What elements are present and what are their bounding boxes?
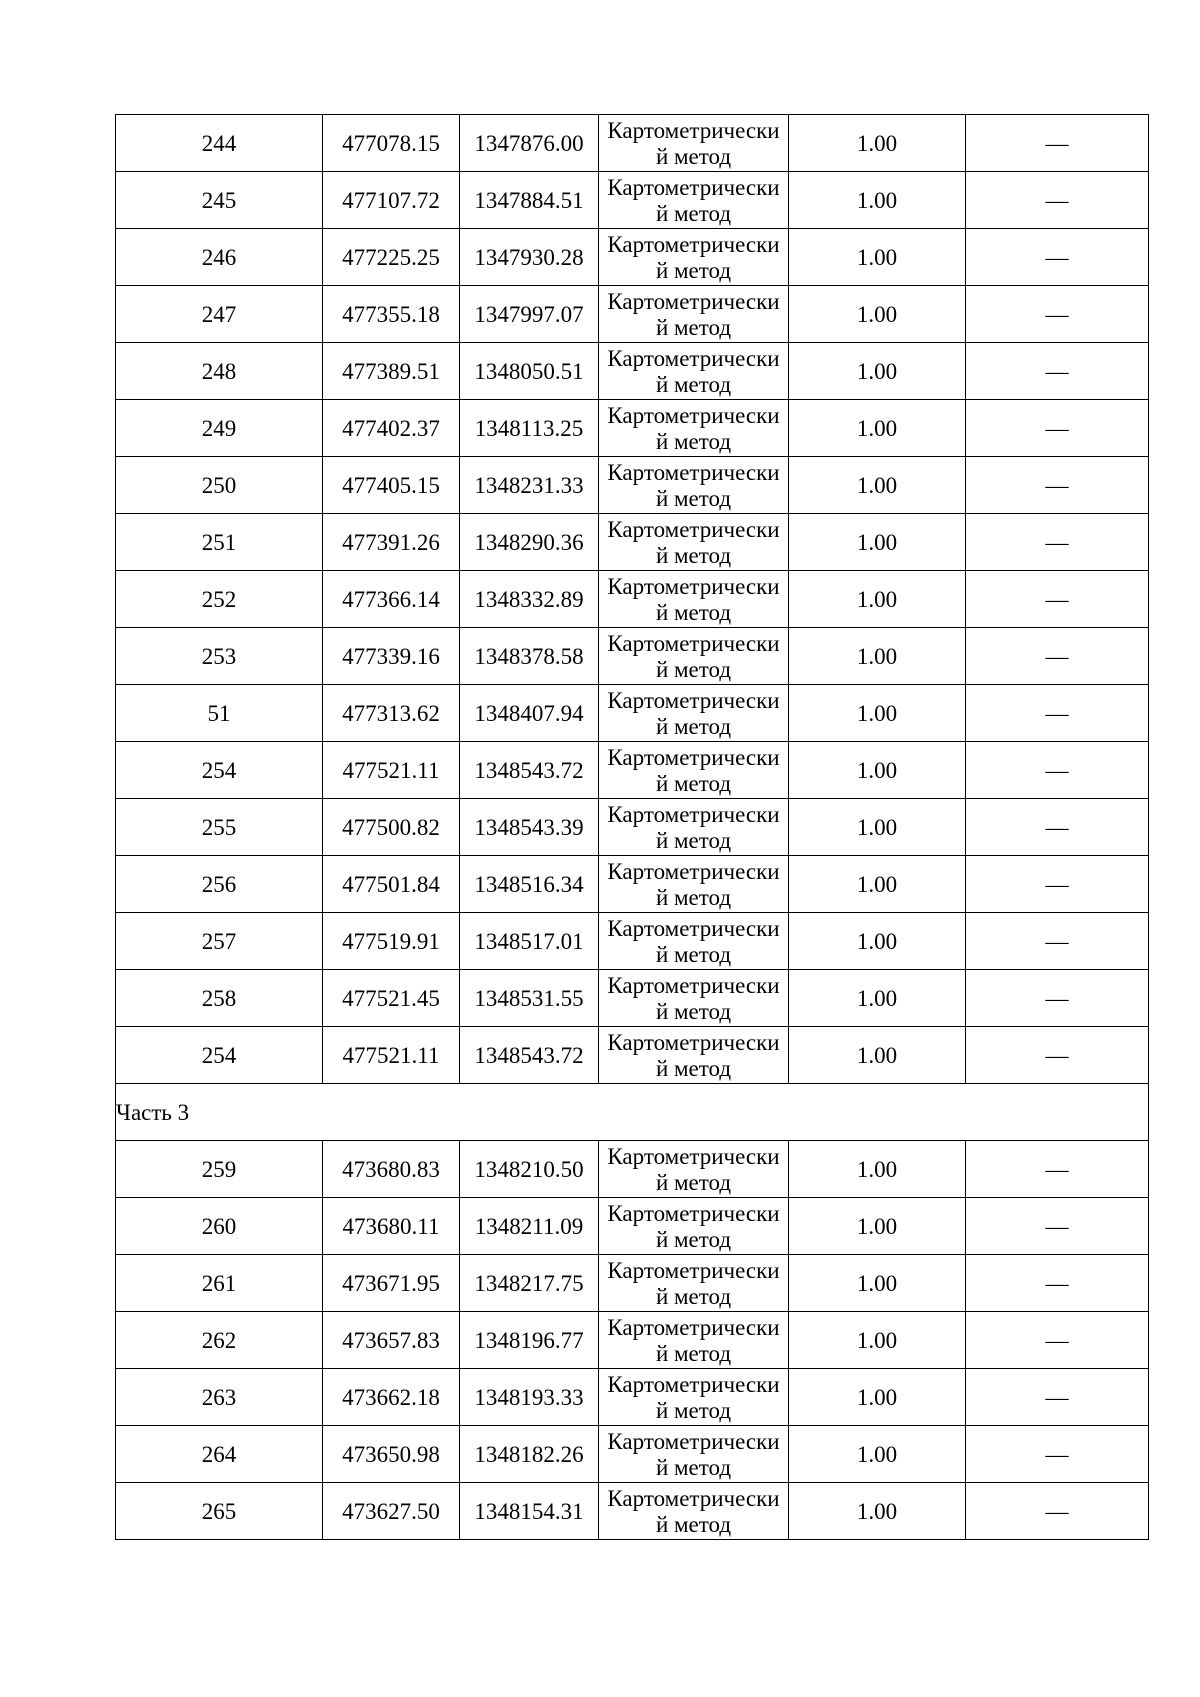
method-text-line-2: й метод	[655, 714, 732, 739]
method-text-line-2: й метод	[655, 201, 732, 226]
x-coordinate-cell: 473650.98	[323, 1426, 460, 1483]
table-row	[116, 172, 1149, 229]
method-cell	[599, 400, 789, 457]
method-text-line-1: Картометрически	[607, 1258, 780, 1283]
method-text-line-1: Картометрически	[607, 1144, 780, 1169]
method-text-line-1: Картометрически	[607, 1429, 780, 1454]
x-coordinate-cell: 477355.18	[323, 286, 460, 343]
point-number-cell: 263	[116, 1369, 323, 1426]
method-text-line-2: й метод	[655, 1284, 732, 1309]
description-cell: —	[966, 1027, 1149, 1084]
y-coordinate-cell: 1348113.25	[460, 400, 599, 457]
description-cell: —	[966, 1198, 1149, 1255]
method-cell	[599, 1312, 789, 1369]
y-coordinate-cell: 1348517.01	[460, 913, 599, 970]
description-cell: —	[966, 286, 1149, 343]
point-number-cell: 260	[116, 1198, 323, 1255]
method-cell	[599, 343, 789, 400]
description-cell: —	[966, 970, 1149, 1027]
description-cell: —	[966, 628, 1149, 685]
table-row	[116, 628, 1149, 685]
x-coordinate-cell: 477389.51	[323, 343, 460, 400]
y-coordinate-cell: 1348516.34	[460, 856, 599, 913]
method-cell	[599, 172, 789, 229]
x-coordinate-cell: 477500.82	[323, 799, 460, 856]
point-number-cell: 248	[116, 343, 323, 400]
method-text-line-2: й метод	[655, 885, 732, 910]
table-row	[116, 571, 1149, 628]
accuracy-cell: 1.00	[789, 286, 966, 343]
x-coordinate-cell: 477521.45	[323, 970, 460, 1027]
method-text-line-2: й метод	[655, 543, 732, 568]
x-coordinate-cell: 477521.11	[323, 742, 460, 799]
method-cell	[599, 229, 789, 286]
method-text-line-1: Картометрически	[607, 346, 780, 371]
point-number-cell: 257	[116, 913, 323, 970]
accuracy-cell: 1.00	[789, 400, 966, 457]
method-text-line-2: й метод	[655, 315, 732, 340]
method-text-line-1: Картометрически	[607, 745, 780, 770]
method-cell	[599, 628, 789, 685]
method-cell	[599, 970, 789, 1027]
accuracy-cell: 1.00	[789, 1483, 966, 1540]
y-coordinate-cell: 1347876.00	[460, 115, 599, 172]
point-number-cell: 262	[116, 1312, 323, 1369]
accuracy-cell: 1.00	[789, 685, 966, 742]
table-row	[116, 514, 1149, 571]
description-cell: —	[966, 229, 1149, 286]
method-text-line-1: Картометрически	[607, 175, 780, 200]
method-text-line-2: й метод	[655, 1455, 732, 1480]
x-coordinate-cell: 477391.26	[323, 514, 460, 571]
table-row	[116, 913, 1149, 970]
description-cell: —	[966, 571, 1149, 628]
accuracy-cell: 1.00	[789, 970, 966, 1027]
table-row	[116, 457, 1149, 514]
method-text-line-2: й метод	[655, 486, 732, 511]
section-row	[116, 1084, 1149, 1141]
method-text-line-2: й метод	[655, 1056, 732, 1081]
x-coordinate-cell: 473680.83	[323, 1141, 460, 1198]
method-text-line-1: Картометрически	[607, 1486, 780, 1511]
coordinates-table	[115, 114, 1149, 1540]
method-cell	[599, 1141, 789, 1198]
method-text-line-1: Картометрически	[607, 460, 780, 485]
y-coordinate-cell: 1348217.75	[460, 1255, 599, 1312]
description-cell: —	[966, 1426, 1149, 1483]
method-text-line-1: Картометрически	[607, 289, 780, 314]
method-text-line-1: Картометрически	[607, 973, 780, 998]
method-text-line-2: й метод	[655, 771, 732, 796]
method-text-line-2: й метод	[655, 258, 732, 283]
y-coordinate-cell: 1348050.51	[460, 343, 599, 400]
description-cell: —	[966, 799, 1149, 856]
x-coordinate-cell: 477313.62	[323, 685, 460, 742]
accuracy-cell: 1.00	[789, 1141, 966, 1198]
method-cell	[599, 799, 789, 856]
description-cell: —	[966, 115, 1149, 172]
table-row	[116, 1141, 1149, 1198]
y-coordinate-cell: 1347997.07	[460, 286, 599, 343]
method-text-line-1: Картометрически	[607, 859, 780, 884]
method-cell	[599, 856, 789, 913]
description-cell: —	[966, 400, 1149, 457]
method-text-line-2: й метод	[655, 1170, 732, 1195]
accuracy-cell: 1.00	[789, 1255, 966, 1312]
accuracy-cell: 1.00	[789, 343, 966, 400]
method-text-line-1: Картометрически	[607, 1201, 780, 1226]
point-number-cell: 265	[116, 1483, 323, 1540]
table-row	[116, 1483, 1149, 1540]
x-coordinate-cell: 477501.84	[323, 856, 460, 913]
accuracy-cell: 1.00	[789, 1198, 966, 1255]
y-coordinate-cell: 1348193.33	[460, 1369, 599, 1426]
y-coordinate-cell: 1347930.28	[460, 229, 599, 286]
accuracy-cell: 1.00	[789, 742, 966, 799]
point-number-cell: 256	[116, 856, 323, 913]
method-text-line-1: Картометрически	[607, 403, 780, 428]
description-cell: —	[966, 742, 1149, 799]
y-coordinate-cell: 1348378.58	[460, 628, 599, 685]
table-row	[116, 1312, 1149, 1369]
x-coordinate-cell: 477405.15	[323, 457, 460, 514]
y-coordinate-cell: 1348211.09	[460, 1198, 599, 1255]
accuracy-cell: 1.00	[789, 628, 966, 685]
table-row	[116, 856, 1149, 913]
x-coordinate-cell: 473680.11	[323, 1198, 460, 1255]
description-cell: —	[966, 514, 1149, 571]
y-coordinate-cell: 1348154.31	[460, 1483, 599, 1540]
point-number-cell: 246	[116, 229, 323, 286]
method-text-line-1: Картометрически	[607, 802, 780, 827]
method-text-line-1: Картометрически	[607, 1315, 780, 1340]
method-cell	[599, 1483, 789, 1540]
point-number-cell: 261	[116, 1255, 323, 1312]
description-cell: —	[966, 1141, 1149, 1198]
table-row	[116, 1027, 1149, 1084]
method-cell	[599, 1198, 789, 1255]
method-text-line-1: Картометрически	[607, 118, 780, 143]
x-coordinate-cell: 477366.14	[323, 571, 460, 628]
accuracy-cell: 1.00	[789, 115, 966, 172]
point-number-cell: 253	[116, 628, 323, 685]
description-cell: —	[966, 172, 1149, 229]
point-number-cell: 251	[116, 514, 323, 571]
table-row	[116, 685, 1149, 742]
x-coordinate-cell: 477107.72	[323, 172, 460, 229]
point-number-cell: 51	[116, 685, 323, 742]
section-label: Часть 3	[116, 1084, 1149, 1141]
description-cell: —	[966, 1483, 1149, 1540]
y-coordinate-cell: 1348332.89	[460, 571, 599, 628]
method-text-line-2: й метод	[655, 999, 732, 1024]
y-coordinate-cell: 1348210.50	[460, 1141, 599, 1198]
method-cell	[599, 514, 789, 571]
table-row	[116, 229, 1149, 286]
point-number-cell: 247	[116, 286, 323, 343]
accuracy-cell: 1.00	[789, 1426, 966, 1483]
description-cell: —	[966, 457, 1149, 514]
y-coordinate-cell: 1348231.33	[460, 457, 599, 514]
description-cell: —	[966, 685, 1149, 742]
method-cell	[599, 286, 789, 343]
method-text-line-2: й метод	[655, 1398, 732, 1423]
accuracy-cell: 1.00	[789, 856, 966, 913]
method-text-line-2: й метод	[655, 600, 732, 625]
method-text-line-1: Картометрически	[607, 631, 780, 656]
method-text-line-1: Картометрически	[607, 517, 780, 542]
y-coordinate-cell: 1348407.94	[460, 685, 599, 742]
point-number-cell: 250	[116, 457, 323, 514]
accuracy-cell: 1.00	[789, 514, 966, 571]
method-cell	[599, 115, 789, 172]
table-row	[116, 286, 1149, 343]
coordinates-table-body	[116, 115, 1149, 1540]
method-text-line-1: Картометрически	[607, 1030, 780, 1055]
point-number-cell: 244	[116, 115, 323, 172]
y-coordinate-cell: 1348543.72	[460, 1027, 599, 1084]
description-cell: —	[966, 1369, 1149, 1426]
point-number-cell: 264	[116, 1426, 323, 1483]
method-cell	[599, 457, 789, 514]
method-text-line-2: й метод	[655, 942, 732, 967]
table-row	[116, 742, 1149, 799]
method-text-line-2: й метод	[655, 1341, 732, 1366]
point-number-cell: 249	[116, 400, 323, 457]
y-coordinate-cell: 1347884.51	[460, 172, 599, 229]
y-coordinate-cell: 1348543.72	[460, 742, 599, 799]
table-row	[116, 799, 1149, 856]
accuracy-cell: 1.00	[789, 799, 966, 856]
y-coordinate-cell: 1348196.77	[460, 1312, 599, 1369]
accuracy-cell: 1.00	[789, 229, 966, 286]
x-coordinate-cell: 473671.95	[323, 1255, 460, 1312]
method-cell	[599, 742, 789, 799]
accuracy-cell: 1.00	[789, 1369, 966, 1426]
method-cell	[599, 1255, 789, 1312]
description-cell: —	[966, 856, 1149, 913]
point-number-cell: 255	[116, 799, 323, 856]
y-coordinate-cell: 1348182.26	[460, 1426, 599, 1483]
accuracy-cell: 1.00	[789, 172, 966, 229]
description-cell: —	[966, 1255, 1149, 1312]
method-text-line-2: й метод	[655, 1227, 732, 1252]
table-row	[116, 343, 1149, 400]
description-cell: —	[966, 343, 1149, 400]
x-coordinate-cell: 473627.50	[323, 1483, 460, 1540]
table-row	[116, 970, 1149, 1027]
method-cell	[599, 1027, 789, 1084]
method-text-line-2: й метод	[655, 657, 732, 682]
method-text-line-1: Картометрически	[607, 688, 780, 713]
x-coordinate-cell: 477225.25	[323, 229, 460, 286]
method-text-line-2: й метод	[655, 144, 732, 169]
table-row	[116, 115, 1149, 172]
point-number-cell: 258	[116, 970, 323, 1027]
method-text-line-2: й метод	[655, 429, 732, 454]
method-cell	[599, 913, 789, 970]
accuracy-cell: 1.00	[789, 571, 966, 628]
method-text-line-2: й метод	[655, 372, 732, 397]
method-cell	[599, 685, 789, 742]
method-cell	[599, 571, 789, 628]
accuracy-cell: 1.00	[789, 1027, 966, 1084]
point-number-cell: 245	[116, 172, 323, 229]
description-cell: —	[966, 1312, 1149, 1369]
method-cell	[599, 1426, 789, 1483]
y-coordinate-cell: 1348290.36	[460, 514, 599, 571]
point-number-cell: 259	[116, 1141, 323, 1198]
x-coordinate-cell: 477402.37	[323, 400, 460, 457]
table-row	[116, 1426, 1149, 1483]
method-text-line-2: й метод	[655, 1512, 732, 1537]
x-coordinate-cell: 477521.11	[323, 1027, 460, 1084]
y-coordinate-cell: 1348543.39	[460, 799, 599, 856]
point-number-cell: 254	[116, 1027, 323, 1084]
point-number-cell: 252	[116, 571, 323, 628]
method-text-line-2: й метод	[655, 828, 732, 853]
x-coordinate-cell: 473662.18	[323, 1369, 460, 1426]
table-row	[116, 400, 1149, 457]
x-coordinate-cell: 477519.91	[323, 913, 460, 970]
point-number-cell: 254	[116, 742, 323, 799]
table-row	[116, 1369, 1149, 1426]
table-row	[116, 1198, 1149, 1255]
method-text-line-1: Картометрически	[607, 1372, 780, 1397]
x-coordinate-cell: 473657.83	[323, 1312, 460, 1369]
method-text-line-1: Картометрически	[607, 232, 780, 257]
accuracy-cell: 1.00	[789, 913, 966, 970]
accuracy-cell: 1.00	[789, 457, 966, 514]
x-coordinate-cell: 477339.16	[323, 628, 460, 685]
method-text-line-1: Картометрически	[607, 574, 780, 599]
description-cell: —	[966, 913, 1149, 970]
x-coordinate-cell: 477078.15	[323, 115, 460, 172]
accuracy-cell: 1.00	[789, 1312, 966, 1369]
method-text-line-1: Картометрически	[607, 916, 780, 941]
y-coordinate-cell: 1348531.55	[460, 970, 599, 1027]
method-cell	[599, 1369, 789, 1426]
table-row	[116, 1255, 1149, 1312]
